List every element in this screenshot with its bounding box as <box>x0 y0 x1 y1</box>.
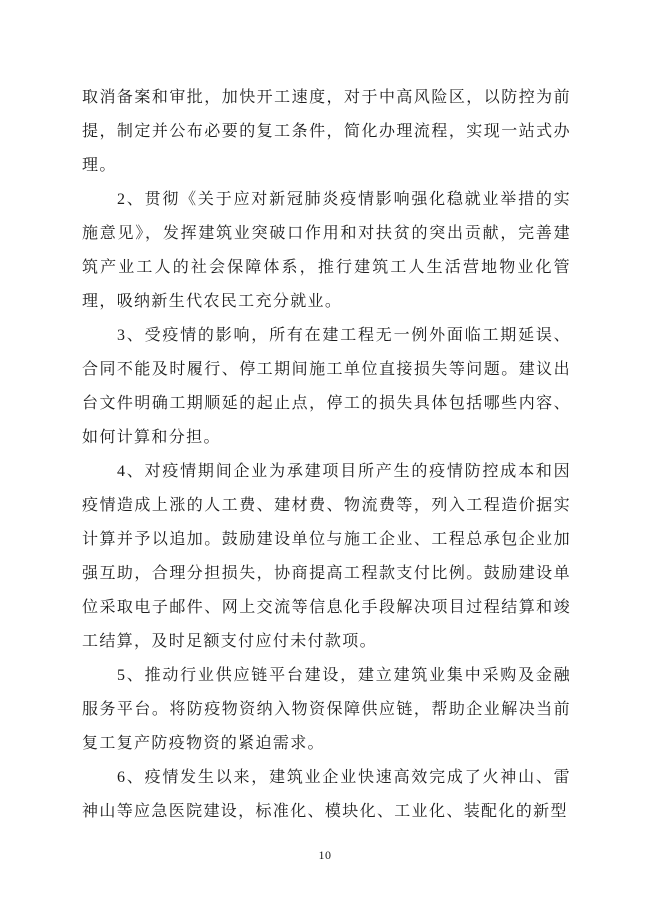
body-paragraph: 4、对疫情期间企业为承建项目所产生的疫情防控成本和因疫情造成上涨的人工费、建材费、物流费等，列入工程造价据实计算并予以追加。鼓励建设单位与施工企业、工程总承包企业加强互助，合理分担损失，协商提高工程款支付比例。鼓励建设单位采取电子邮件、网上交流等信息化手段解决项目过程结算和竣工结算，及时足额支付应付未付款项。 <box>82 463 571 650</box>
body-paragraph: 3、受疫情的影响，所有在建工程无一例外面临工期延误、合同不能及时履行、停工期间施工单位直接损失等问题。建议出台文件明确工期顺延的起止点，停工的损失具体包括哪些内容、如何计算和分担。 <box>82 327 571 446</box>
body-paragraph: 取消备案和审批，加快开工速度，对于中高风险区，以防控为前提，制定并公布必要的复工条件，简化办理流程，实现一站式办理。 <box>82 89 571 174</box>
document-body <box>82 81 571 829</box>
body-paragraph: 6、疫情发生以来，建筑业企业快速高效完成了火神山、雷神山等应急医院建设，标准化、模块化、工业化、装配化的新型 <box>82 769 571 820</box>
page-number: 10 <box>318 848 332 862</box>
body-paragraph: 5、推动行业供应链平台建设，建立建筑业集中采购及金融服务平台。将防疫物资纳入物资保障供应链，帮助企业解决当前复工复产防疫物资的紧迫需求。 <box>82 667 571 752</box>
body-paragraph: 2、贯彻《关于应对新冠肺炎疫情影响强化稳就业举措的实施意见》，发挥建筑业突破口作用和对扶贫的突出贡献，完善建筑产业工人的社会保障体系，推行建筑工人生活营地物业化管理，吸纳新生代农民工充分就业。 <box>82 191 571 310</box>
